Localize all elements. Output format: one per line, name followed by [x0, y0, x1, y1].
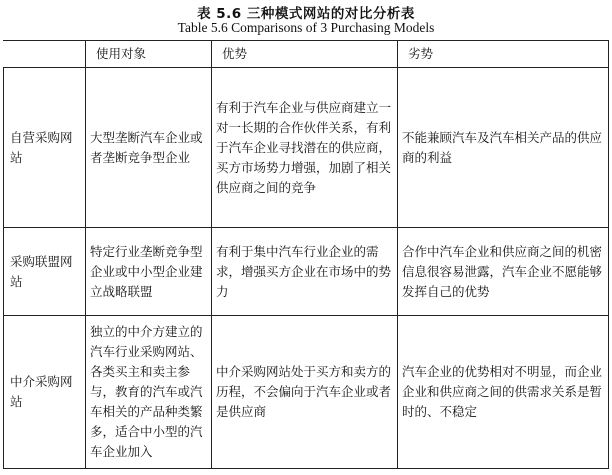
cell-disadvantage: 汽车企业的优势相对不明显，而企业企业和供应商之间的供需求关系是暂时的、不稳定: [398, 316, 609, 469]
row-label: 自营采购网站: [4, 68, 86, 228]
comparison-table: [3, 40, 609, 469]
cell-disadvantage: 合作中汽车企业和供应商之间的机密信息很容易泄露，汽车企业不愿能够发挥自己的优势: [398, 228, 609, 316]
header-cell-disadvantage: 劣势: [398, 41, 609, 68]
header-cell-target: 使用对象: [86, 41, 212, 68]
row-label: 采购联盟网站: [4, 228, 86, 316]
header-cell-advantage: 优势: [212, 41, 398, 68]
cell-target: 特定行业垄断竞争型企业或中小型企业建立战略联盟: [86, 228, 212, 316]
cell-advantage: 有利于集中汽车行业企业的需求，增强买方企业在市场中的势力: [212, 228, 398, 316]
cell-disadvantage: 不能兼顾汽车及汽车相关产品的供应商的利益: [398, 68, 609, 228]
cell-advantage: 中介采购网站处于买方和卖方的历程，不会偏向于汽车企业或者是供应商: [212, 316, 398, 469]
table-row: [4, 316, 609, 469]
header-cell-empty: [4, 41, 86, 68]
table-row: [4, 68, 609, 228]
cell-target: 大型垄断汽车企业或者垄断竞争型企业: [86, 68, 212, 228]
cell-advantage: 有利于汽车企业与供应商建立一对一长期的合作伙伴关系，有利于汽车企业寻找潜在的供应商，买方市场势力增强，加剧了相关供应商之间的竞争: [212, 68, 398, 228]
table-title-english: Table 5.6 Comparisons of 3 Purchasing Models: [177, 20, 435, 35]
row-label: 中介采购网站: [4, 316, 86, 469]
table-row: [4, 228, 609, 316]
table-header-row: [4, 41, 609, 68]
table-title-chinese: 表 5.6 三种模式网站的对比分析表: [197, 6, 415, 22]
cell-target: 独立的中介方建立的汽车行业采购网站、各类买主和卖主参与，教育的汽车或汽车相关的产品种类繁多，适合中小型的汽车企业加入: [86, 316, 212, 469]
